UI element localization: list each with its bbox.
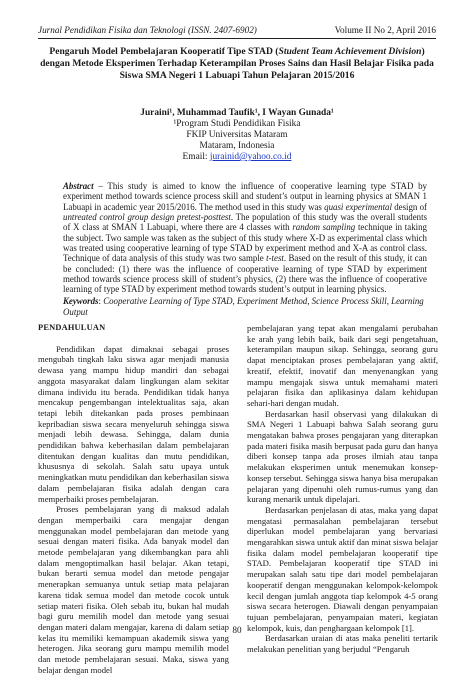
author-email: Email: jurainid@yahoo.co.id <box>182 152 292 162</box>
paragraph: Berdasarkan penjelasan di atas, maka yang dapat mengatasi permasalahan pembelajaran tersebut diperlukan model pembelajaran yang bervariasi mengarahkan siswa untuk aktif dan minat siswa belajar fisika dalam model pembelajaran kooperatif tipe STAD. Pembelajaran kooperatif tipe STAD ini merupakan salah satu tipe dari model pembelajaran kooperatif dengan menggunakan kelompok-kelompok kecil dengan jumlah anggota tiap kelompok 4-5 orang siswa secara heterogen. Diawali dengan penyampaian tujuan pembelajaran, penyampaian materi, kegiatan kelompok, kuis, dan penghargaan kelompok [1]. <box>247 504 438 633</box>
header-rule <box>38 38 436 39</box>
paragraph: pembelajaran yang tepat akan mengalami perubahan ke arah yang lebih baik, baik dari segi pengetahuan, keterampilan maupun sikap. Sehingga, seorang guru dapat menciptakan proses pembelajaran yang aktif, kreatif, efektif, inovatif dan menyenangkan yang mampu mengajak siswa untuk memahami materi pelajaran fisika dan aplikasinya dalam kehidupan sehari-hari dengan mudah. <box>247 323 438 408</box>
keywords-value: Cooperative Learning of Type STAD, Experiment Method, Science Process Skill, Learning Output <box>63 296 424 317</box>
paragraph: Pendidikan dapat dimaknai sebagai proses mengubah tingkah laku siswa agar menjadi manusia dewasa yang mampu hidup mandiri dan sebagai anggota masyarakat dalam lingkungan alam sekitar dimana individu itu berada. Pendidikan tidak hanya mencakup pengembangan intelektualitas saja, akan tetapi lebih ditekankan pada proses pembinaan kepribadian siswa secara menyeluruh sehingga siswa menjadi lebih dewasa. Sehingga, dalam dunia pendidikan bahwa keberhasilan dalam pembelajaran ditentukan dengan kualitas dan mutu pendidikan, khususnya di sekolah. Salah satu upaya untuk meningkatkan mutu pendidikan dan keberhasilan siswa dalam pembelajaran fisika adalah dengan cara memperbaiki proses pembelajaran. <box>38 343 229 504</box>
affiliation-program: ¹Program Studi Pendidikan Fisika <box>173 119 301 129</box>
left-column <box>38 323 229 676</box>
keywords-label: Keywords <box>63 296 99 306</box>
email-link[interactable]: jurainid@yahoo.co.id <box>209 152 292 162</box>
journal-name: Jurnal Pendidikan Fisika dan Teknologi (ISSN. 2407-6902) <box>38 25 257 35</box>
page-number: 80 <box>232 625 242 635</box>
affiliation-faculty: FKIP Universitas Mataram <box>186 130 288 140</box>
author-block <box>38 108 436 163</box>
author-names: Juraini¹, Muhammad Taufik¹, I Wayan Gunada¹ <box>140 108 334 118</box>
paragraph: Proses pembelajaran yang di maksud adalah dengan memperbaiki cara mengajar dengan menggunakan model pembelajaran dan metode yang sesuai dengan materi fisika. Ada banyak model dan metode pembelajaran yang dikembangkan para ahli dalam mengoptimalkan hasil belajar. Akan tetapi, bukan berarti semua model dan metode pengajar menerapkan semuanya untuk setiap mata pelajaran karena tidak semua model dan metode cocok untuk setiap materi fisika. Oleh sebab itu, bukan hal mudah bagi guru memilih model dan metode yang sesuai dengan materi dalam mengajar, karena di dalam setiap kelas itu memiliki kemampuan akademik siswa yang heterogen. Jika seorang guru mampu memilih model dan metode pembelajaran sesuai. Maka, siswa yang belajar dengan model <box>38 504 229 675</box>
keywords: Keywords: Cooperative Learning of Type STAD, Experiment Method, Science Process Skill, Learning Output <box>63 296 424 317</box>
paragraph: Berdasarkan hasil observasi yang dilakukan di SMA Negeri 1 Labuapi bahwa Salah seorang guru mengatakan bahwa proses pengajaran yang diterapkan pada materi fisika masih berpusat pada guru dan hanya diberi konsep tanpa ada proses ilmiah atau tanpa melakukan eksperimen untuk menemukan konsep-konsep tersebut. Sehingga siswa hanya bisa merupakan pelajaran yang dipenuhi oleh rumus-rumus yang dan kurang menarik untuk dipelajari. <box>247 408 438 505</box>
abstract-label: Abstract <box>63 181 94 191</box>
abstract: Abstract – This study is aimed to know the influence of cooperative learning type STAD by experiment method towards science process skill and student’s output in learning physics at SMAN 1 Labuapi in academic year 2015/2016. The method used in this study was quasi experimental design of untreated control group design pretest-posttest. The population of this study was the overall students of X class at SMAN 1 Labuapi, where there are 4 classes with random sampling technique in taking the subject. Two sample was taken as the subject of this study where X-D as experimental class which was treated using cooperative learning of type STAD by experiment method and X-A as control class. Technique of data analysis of this study was two sample t-test. Based on the result of this study, it can be concluded: (1) there was the influence of cooperative learning of type STAD by experiment method towards science process skill of student’s physics, (2) there was the influence of cooperative learning of type STAD by experiment method towards student’s output in learning physics. <box>63 181 428 295</box>
paper-title: Pengaruh Model Pembelajaran Kooperatif Tipe STAD (Student Team Achievement Division) dengan Metode Eksperimen Terhadap Keterampilan Proses Sains dan Hasil Belajar Fisika pada Siswa SMA Negeri 1 Labuapi Tahun Pelajaran 2015/2016 <box>40 46 434 81</box>
section-heading: PENDAHULUAN <box>38 323 106 332</box>
running-header <box>38 25 436 37</box>
affiliation-city: Mataram, Indonesia <box>199 141 275 151</box>
paragraph: Berdasarkan uraian di atas maka peneliti tertarik melakukan penelitian yang berjudul “Pengaruh <box>247 633 438 655</box>
right-column <box>247 323 438 655</box>
volume-info: Volume II No 2, April 2016 <box>334 25 436 35</box>
